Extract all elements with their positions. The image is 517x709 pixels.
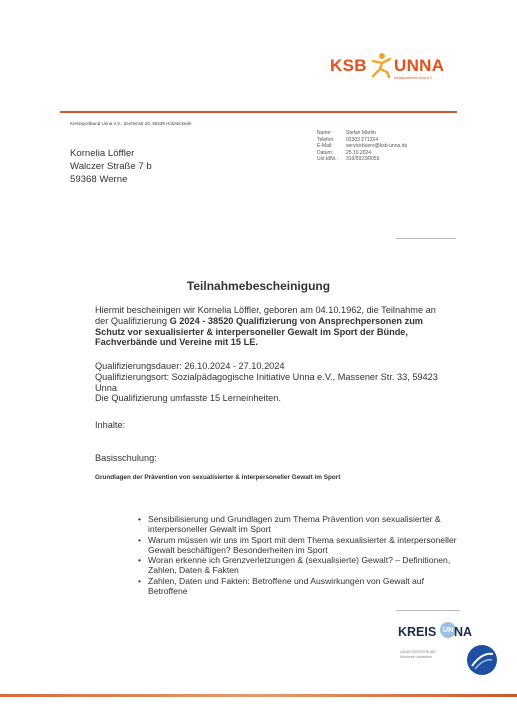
qualification-location: Qualifizierungsort: Sozialpädagogische Initiative Unna e.V., Massener Str. 33, 59423 Unna [95,371,438,393]
logo-na-text: NA [454,625,473,639]
qualification-scope: Die Qualifizierung umfasste 15 Lerneinheiten. [95,393,281,404]
sender-line: Kreissportbund Unna e.V., Zechenstr 20, 59439 Holzwickede [70,121,192,126]
meta-value: 25.10.2024 [346,149,372,156]
details-paragraph [95,361,440,404]
meta-value: Stefan Martin [346,130,376,136]
recipient-name: Kornelia Löffler [70,148,135,159]
section-heading: Grundlagen der Prävention von sexualisierter & interpersoneller Gewalt im Sport [95,474,341,481]
meta-row [317,143,407,150]
ksb-unna-logo [330,52,458,84]
basic-training-label: Basisschulung: [95,453,157,463]
lsb-emblem-icon [466,644,498,676]
qualification-title: G 2024 - 38520 Qualifizierung von Ansprechpersonen zum Schutz vor sexualisierter & interpersoneller Gewalt im Sport der Bünde, Fachverbände und Vereine mit 15 LE. [95,315,423,348]
meta-value: 316/5923/0059 [346,156,380,163]
athlete-figure-icon [370,52,392,78]
meta-row [317,156,407,163]
meta-label: E-Mail: [317,143,333,150]
lsb-line1: LANDESSPORTBUND [400,650,436,654]
kreis-unna-logo [398,621,488,645]
intro-text: Hiermit bescheinigen wir Kornelia Löffler, geboren am 04.10.1962, die Teilnahme an der Qualifizierung [95,305,436,326]
divider-line [396,238,456,239]
meta-value: servicebuero@ksb-unna.de [346,143,408,150]
document-title: Teilnahmebescheinigung [186,279,331,293]
list-item: • Warum müssen wir uns im Sport mit dem Thema sexualisierter & interpersoneller Gewalt beschäftigen? Besonderheiten im Sport [138,535,458,556]
topics-list [138,514,458,596]
list-item: • Sensibilisierung und Grundlagen zum Thema Prävention von sexualisierter & interpersoneller Gewalt im Sport [138,514,458,535]
meta-label: Name: [317,130,332,136]
meta-label: Datum: [317,149,334,156]
recipient-city: 59368 Werne [70,174,128,185]
recipient-address [70,147,152,186]
qualification-duration: Qualifizierungsdauer: 26.10.2024 - 27.10.2024 [95,361,285,371]
meta-value: 02303 271324 [346,136,378,143]
logo-unna-text: UNNA [394,56,445,75]
lsb-text [400,650,436,660]
header-rule [60,111,457,113]
logo-un-circle: UN [440,622,456,638]
list-item: • Woran erkenne ich Grenzverletzungen & (sexualisierte) Gewalt? – Definitionen, Zahlen, Daten & Fakten [138,555,458,576]
logo-kreis-text: KREIS [398,625,437,639]
divider-line [396,610,460,611]
footer-stripe [0,694,517,697]
intro-paragraph [95,305,440,348]
list-item: • Zahlen, Daten und Fakten: Betroffene und Auswirkungen von Gewalt auf Betroffene [138,576,458,597]
recipient-street: Walczer Straße 7 b [70,161,152,172]
meta-label: Telefon: [317,136,335,143]
meta-row [317,130,407,137]
contents-label: Inhalte: [95,420,126,430]
meta-row [317,137,407,144]
meta-row [317,150,407,157]
lsb-line2: Nordrhein-Westfalen [400,655,433,659]
logo-ksb-text: KSB [330,56,367,75]
meta-label: Ust.IdNr.: [317,156,338,163]
contact-meta-block [317,130,407,163]
logo-tagline: kreissportbund unna e.V. [394,76,433,80]
